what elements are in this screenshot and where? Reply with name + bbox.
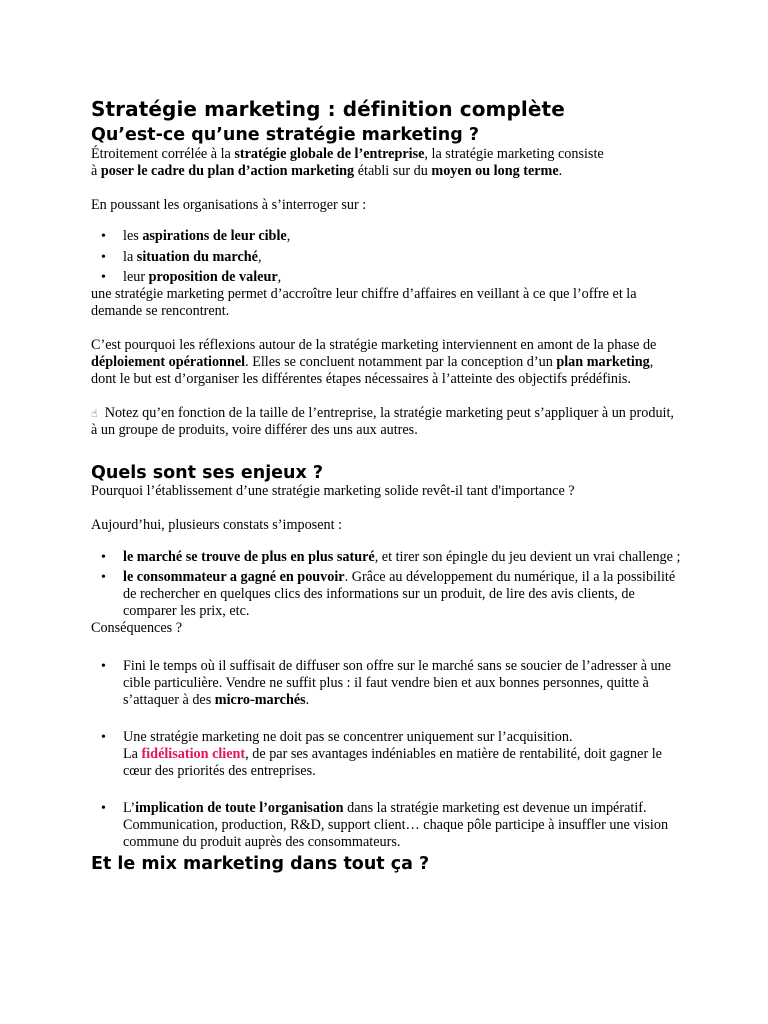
question-list	[91, 228, 681, 286]
section-heading-mix-marketing: Et le mix marketing dans tout ça ?	[91, 853, 430, 874]
note-paragraph: ☝ Notez qu’en fonction de la taille de l’entreprise, la stratégie marketing peut s’appliquer à un produit, à un groupe de produits, voire différer des uns aux autres.	[91, 405, 674, 438]
section-heading-definition: Qu’est-ce qu’une stratégie marketing ?	[91, 125, 479, 145]
consequences-list	[91, 658, 681, 851]
list-item: • le consommateur a gagné en pouvoir. Grâce au développement du numérique, il a la possibilité de rechercher en quelques clics des informations sur un produit, de lire des avis clients, de comparer les prix, etc.	[91, 569, 681, 620]
planning-paragraph: C’est pourquoi les réflexions autour de la stratégie marketing interviennent en amont de la phase de déploiement opérationnel. Elles se concluent notamment par la conception d’un plan marketing, dont le but est d’organiser les différentes étapes nécessaires à l’atteinte des objectifs prédéfinis.	[91, 337, 657, 387]
constats-lead: Aujourd’hui, plusieurs constats s’imposent :	[91, 517, 343, 533]
list-item: • leur proposition de valeur,	[91, 269, 681, 286]
lead-in-paragraph: En poussant les organisations à s’interroger sur :	[91, 197, 367, 213]
list-item: • la situation du marché,	[91, 249, 681, 266]
page-title: Stratégie marketing : définition complète	[91, 97, 565, 121]
benefit-paragraph: une stratégie marketing permet d’accroître leur chiffre d’affaires en veillant à ce que l’offre et la demande se rencontrent.	[91, 286, 637, 319]
fidelisation-client-link[interactable]: fidélisation client	[141, 745, 246, 762]
list-item: • le marché se trouve de plus en plus saturé, et tirer son épingle du jeu devient un vrai challenge ;	[91, 549, 681, 566]
section-heading-enjeux: Quels sont ses enjeux ?	[91, 463, 324, 483]
intro-paragraph: Étroitement corrélée à la stratégie globale de l’entreprise, la stratégie marketing consiste à poser le cadre du plan d’action marketing établi sur du moyen ou long terme.	[91, 146, 604, 179]
list-item: • Fini le temps où il suffisait de diffuser son offre sur le marché sans se soucier de l’adresser à une cible particulière. Vendre ne suffit plus : il faut vendre bien et aux bonnes personnes, quitte à s’attaquer à des micro-marchés.	[91, 658, 681, 709]
list-item: • L’implication de toute l’organisation dans la stratégie marketing est devenue un impératif. Communication, production, R&D, support client… chaque pôle participe à insuffler une vision commune du produit auprès des consommateurs.	[91, 800, 681, 851]
list-item: • Une stratégie marketing ne doit pas se concentrer uniquement sur l’acquisition. La fidélisation client, de par ses avantages indéniables en matière de rentabilité, doit gagner le cœur des priorités des entreprises.	[91, 729, 681, 780]
constats-list	[91, 549, 681, 620]
article-content	[91, 96, 681, 875]
list-item: • les aspirations de leur cible,	[91, 228, 681, 245]
consequences-label: Conséquences ?	[91, 619, 183, 636]
pointing-hand-icon: ☝	[91, 407, 98, 420]
enjeux-question: Pourquoi l’établissement d’une stratégie marketing solide revêt-il tant d'importance ?	[91, 483, 575, 499]
